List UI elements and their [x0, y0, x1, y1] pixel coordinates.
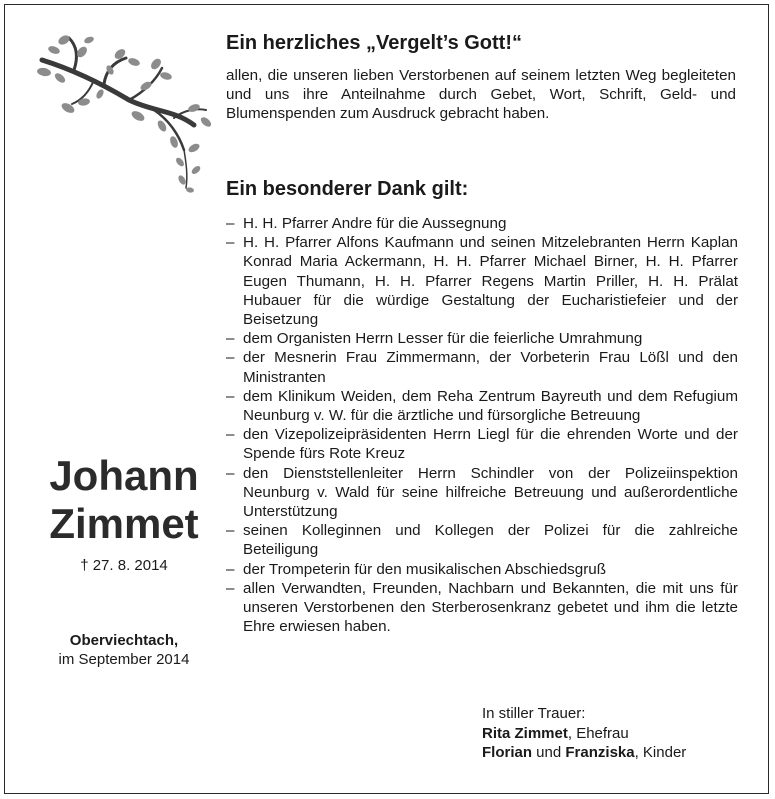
list-item: [226, 348, 738, 386]
list-item: [226, 579, 738, 637]
list-item: [226, 233, 738, 329]
list-item-text: H. H. Pfarrer Andre für die Aussegnung: [243, 215, 507, 232]
list-dash: –: [226, 387, 235, 405]
branch-leaves-icon: [34, 30, 214, 195]
list-dash: –: [226, 579, 235, 597]
death-date: † 27. 8. 2014: [80, 557, 168, 574]
signature-block: [482, 704, 686, 763]
list-item: [226, 425, 738, 463]
signature-intro: In stiller Trauer:: [482, 705, 586, 722]
spouse-relation: , Ehefrau: [567, 724, 629, 742]
spouse-name: Rita Zimmet: [482, 724, 568, 742]
list-item-text: dem Klinikum Weiden, dem Reha Zentrum Bayreuth und dem Refugium Neunburg v. W. für die ärztliche und fürsorgliche Betreuung: [243, 387, 738, 425]
list-item: [226, 464, 738, 522]
conjunction: und: [532, 744, 566, 761]
list-dash: –: [226, 560, 235, 578]
list-item-text: allen Verwandten, Freunden, Nachbarn und Bekannten, die mit uns für unseren Verstorbenen den Sterberosenkranz gebetet und ihm die letzte Ehre erwiesen haben.: [243, 579, 738, 636]
list-item-text: der Trompeterin für den musikalischen Abschiedsgruß: [243, 560, 606, 578]
signature-line-children: [482, 743, 686, 763]
list-dash: –: [226, 464, 235, 482]
heading-thanks: Ein herzliches „Vergelt’s Gott!“: [226, 32, 522, 54]
list-item-text: dem Organisten Herrn Lesser für die feierliche Umrahmung: [243, 330, 643, 348]
list-dash: –: [226, 330, 235, 348]
list-dash: –: [226, 234, 235, 252]
list-item: [226, 214, 738, 233]
child-name-1: Florian: [482, 744, 533, 761]
list-item: [226, 329, 738, 348]
child-name-2: Franziska: [565, 744, 635, 761]
place-name: Oberviechtach,: [69, 632, 179, 649]
list-item-text: seinen Kolleginnen und Kollegen der Polizei für die zahlreiche Beteiligung: [243, 522, 738, 559]
list-dash: –: [226, 349, 235, 367]
list-item: [226, 387, 738, 425]
list-item: [226, 521, 738, 559]
list-dash: –: [226, 522, 235, 540]
signature-line-spouse: [482, 724, 686, 744]
heading-special-thanks: Ein besonderer Dank gilt:: [226, 178, 469, 200]
list-item: [226, 560, 738, 579]
thanks-list: [226, 214, 738, 636]
deceased-last-name: Zimmet: [49, 500, 199, 547]
deceased-first-name: Johann: [49, 452, 199, 499]
list-item-text: den Dienststellenleiter Herrn Schindler von der Polizeiinspektion Neunburg v. Wald für seine hilfreiche Betreuung und außerordentliche Unterstützung: [243, 464, 738, 521]
notice-date: im September 2014: [58, 651, 190, 668]
intro-paragraph: allen, die unseren lieben Verstorbenen auf seinem letzten Weg begleiteten und uns ihre Anteilnahme durch Gebet, Wort, Schrift, Geld- und Blumenspenden zum Ausdruck gebracht haben.: [226, 67, 736, 122]
list-dash: –: [226, 426, 235, 444]
list-item-text: der Mesnerin Frau Zimmermann, der Vorbeterin Frau Lößl und den Ministranten: [243, 349, 738, 386]
list-item-text: H. H. Pfarrer Alfons Kaufmann und seinen Mitzelebranten Herrn Kaplan Konrad Maria Ackermann, H. H. Pfarrer Michael Birner, H. H. Pfarrer Eugen Thumann, H. H. Pfarrer Regens Martin Priller, H. H. Prälat Hubauer für die würdige Gestaltung der Eucharistiefeier und der Beisetzung: [243, 234, 738, 329]
children-relation: , Kinder: [634, 744, 687, 761]
list-dash: –: [226, 215, 235, 232]
list-item-text: den Vizepolizeipräsidenten Herrn Liegl für die ehrenden Worte und der Spende fürs Rote Kreuz: [243, 426, 738, 463]
